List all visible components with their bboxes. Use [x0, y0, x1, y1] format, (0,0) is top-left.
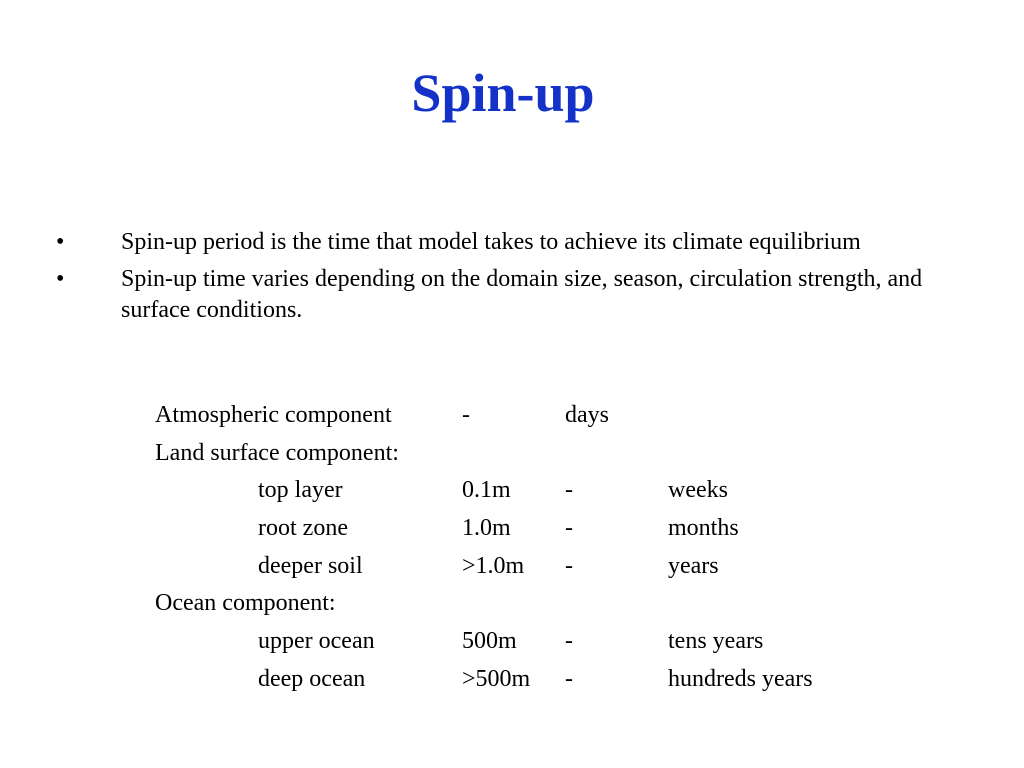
- land-header-row: [0, 435, 1024, 473]
- land-row-time: years: [668, 552, 719, 579]
- ocean-row-depth: >500m: [462, 665, 531, 692]
- ocean-row-time: tens years: [668, 628, 764, 655]
- land-row-depth: 1.0m: [462, 515, 511, 542]
- bullet-text: Spin-up time varies depending on the domain size, season, circulation strength, and surface conditions.: [121, 266, 923, 323]
- ocean-row-label: deep ocean: [258, 665, 366, 692]
- slide-title: Spin-up: [411, 63, 595, 123]
- land-row-time: months: [668, 515, 739, 542]
- land-row: [0, 510, 1024, 548]
- land-row-dash: -: [565, 552, 573, 579]
- land-row-label: deeper soil: [258, 552, 363, 579]
- atmospheric-dash: -: [462, 402, 470, 428]
- bullet-marker: •: [56, 266, 65, 292]
- ocean-header-row: [0, 585, 1024, 623]
- land-row-dash: -: [565, 477, 573, 504]
- land-row-label: top layer: [258, 477, 343, 504]
- ocean-row-depth: 500m: [462, 628, 517, 655]
- land-row-time: weeks: [668, 477, 728, 504]
- land-row-label: root zone: [258, 515, 348, 542]
- land-row-depth: >1.0m: [462, 552, 525, 579]
- atmospheric-row: [0, 397, 1024, 435]
- land-row-dash: -: [565, 515, 573, 542]
- ocean-row-label: upper ocean: [258, 628, 375, 655]
- ocean-row-dash: -: [565, 665, 573, 692]
- spinup-components-table: [0, 397, 1024, 699]
- land-row: [0, 548, 1024, 586]
- land-surface-header: Land surface component:: [155, 439, 399, 466]
- ocean-row: [0, 623, 1024, 661]
- bullet-list: [56, 227, 936, 332]
- atmospheric-label: Atmospheric component: [155, 402, 392, 428]
- land-row-depth: 0.1m: [462, 477, 511, 504]
- ocean-row-dash: -: [565, 628, 573, 655]
- land-row: [0, 472, 1024, 510]
- ocean-row: [0, 661, 1024, 699]
- ocean-header: Ocean component:: [155, 590, 336, 617]
- bullet-marker: •: [56, 229, 65, 255]
- bullet-item: [56, 227, 936, 258]
- bullet-item: [56, 264, 936, 326]
- ocean-row-time: hundreds years: [668, 665, 813, 692]
- bullet-text: Spin-up period is the time that model takes to achieve its climate equilibrium: [121, 229, 861, 255]
- atmospheric-time: days: [565, 402, 609, 428]
